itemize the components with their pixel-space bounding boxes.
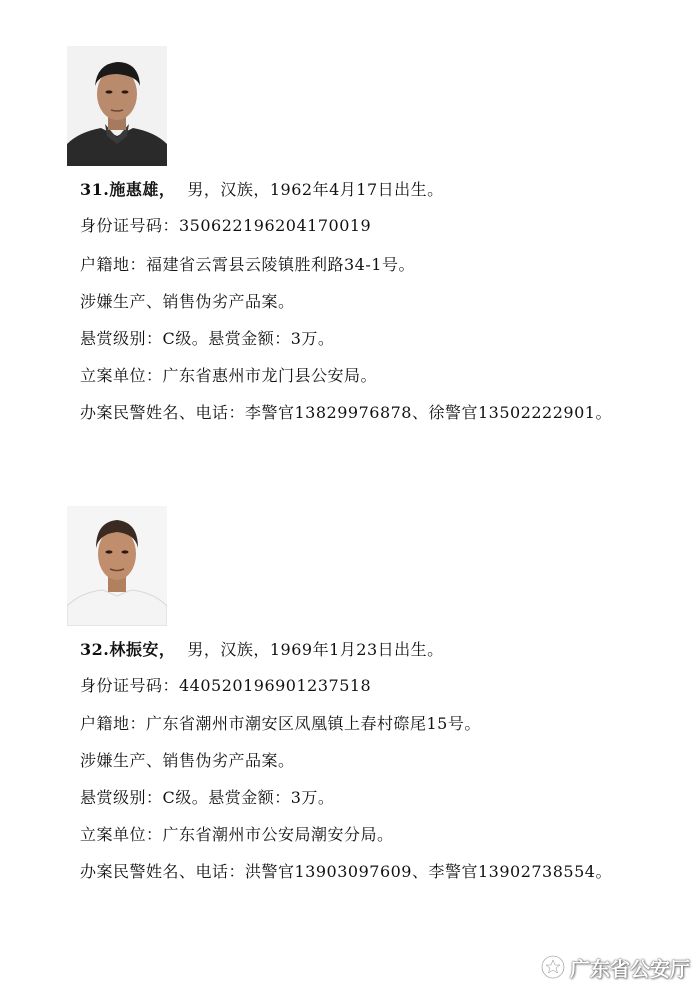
case-line: 涉嫌生产、销售伪劣产品案。 (80, 751, 295, 770)
portrait-image (67, 46, 167, 166)
officers-line: 办案民警姓名、电话：李警官13829976878、徐警官13502222901。 (80, 403, 612, 422)
person-photo (67, 46, 167, 166)
person-heading (80, 640, 444, 660)
person-name: 林振安， (109, 640, 176, 659)
id-number-line: 身份证号码：350622196204170019 (80, 216, 372, 235)
person-name: 施惠雄， (109, 180, 176, 199)
person-basic-info: 男，汉族，1969年1月23日出生。 (187, 640, 444, 659)
residence-line: 户籍地：福建省云霄县云陵镇胜利路34-1号。 (80, 255, 415, 274)
portrait-image (67, 506, 167, 626)
residence-line: 户籍地：广东省潮州市潮安区凤凰镇上春村磜尾15号。 (80, 714, 481, 733)
person-heading (80, 180, 444, 200)
person-number: 32. (80, 640, 110, 659)
watermark (540, 952, 690, 982)
case-line: 涉嫌生产、销售伪劣产品案。 (80, 292, 295, 311)
person-photo (67, 506, 167, 626)
filing-unit-line: 立案单位：广东省惠州市龙门县公安局。 (80, 366, 378, 385)
person-basic-info: 男，汉族，1962年4月17日出生。 (187, 180, 444, 199)
officers-line: 办案民警姓名、电话：洪警官13903097609、李警官13902738554。 (80, 862, 612, 881)
id-number-line: 身份证号码：440520196901237518 (80, 676, 372, 695)
reward-line: 悬赏级别：C级。悬赏金额：3万。 (80, 788, 335, 807)
filing-unit-line: 立案单位：广东省潮州市公安局潮安分局。 (80, 825, 394, 844)
watermark-text: 广东省公安厅 (570, 956, 690, 981)
police-badge-icon (540, 954, 566, 980)
reward-line: 悬赏级别：C级。悬赏金额：3万。 (80, 329, 335, 348)
person-number: 31. (80, 180, 110, 199)
